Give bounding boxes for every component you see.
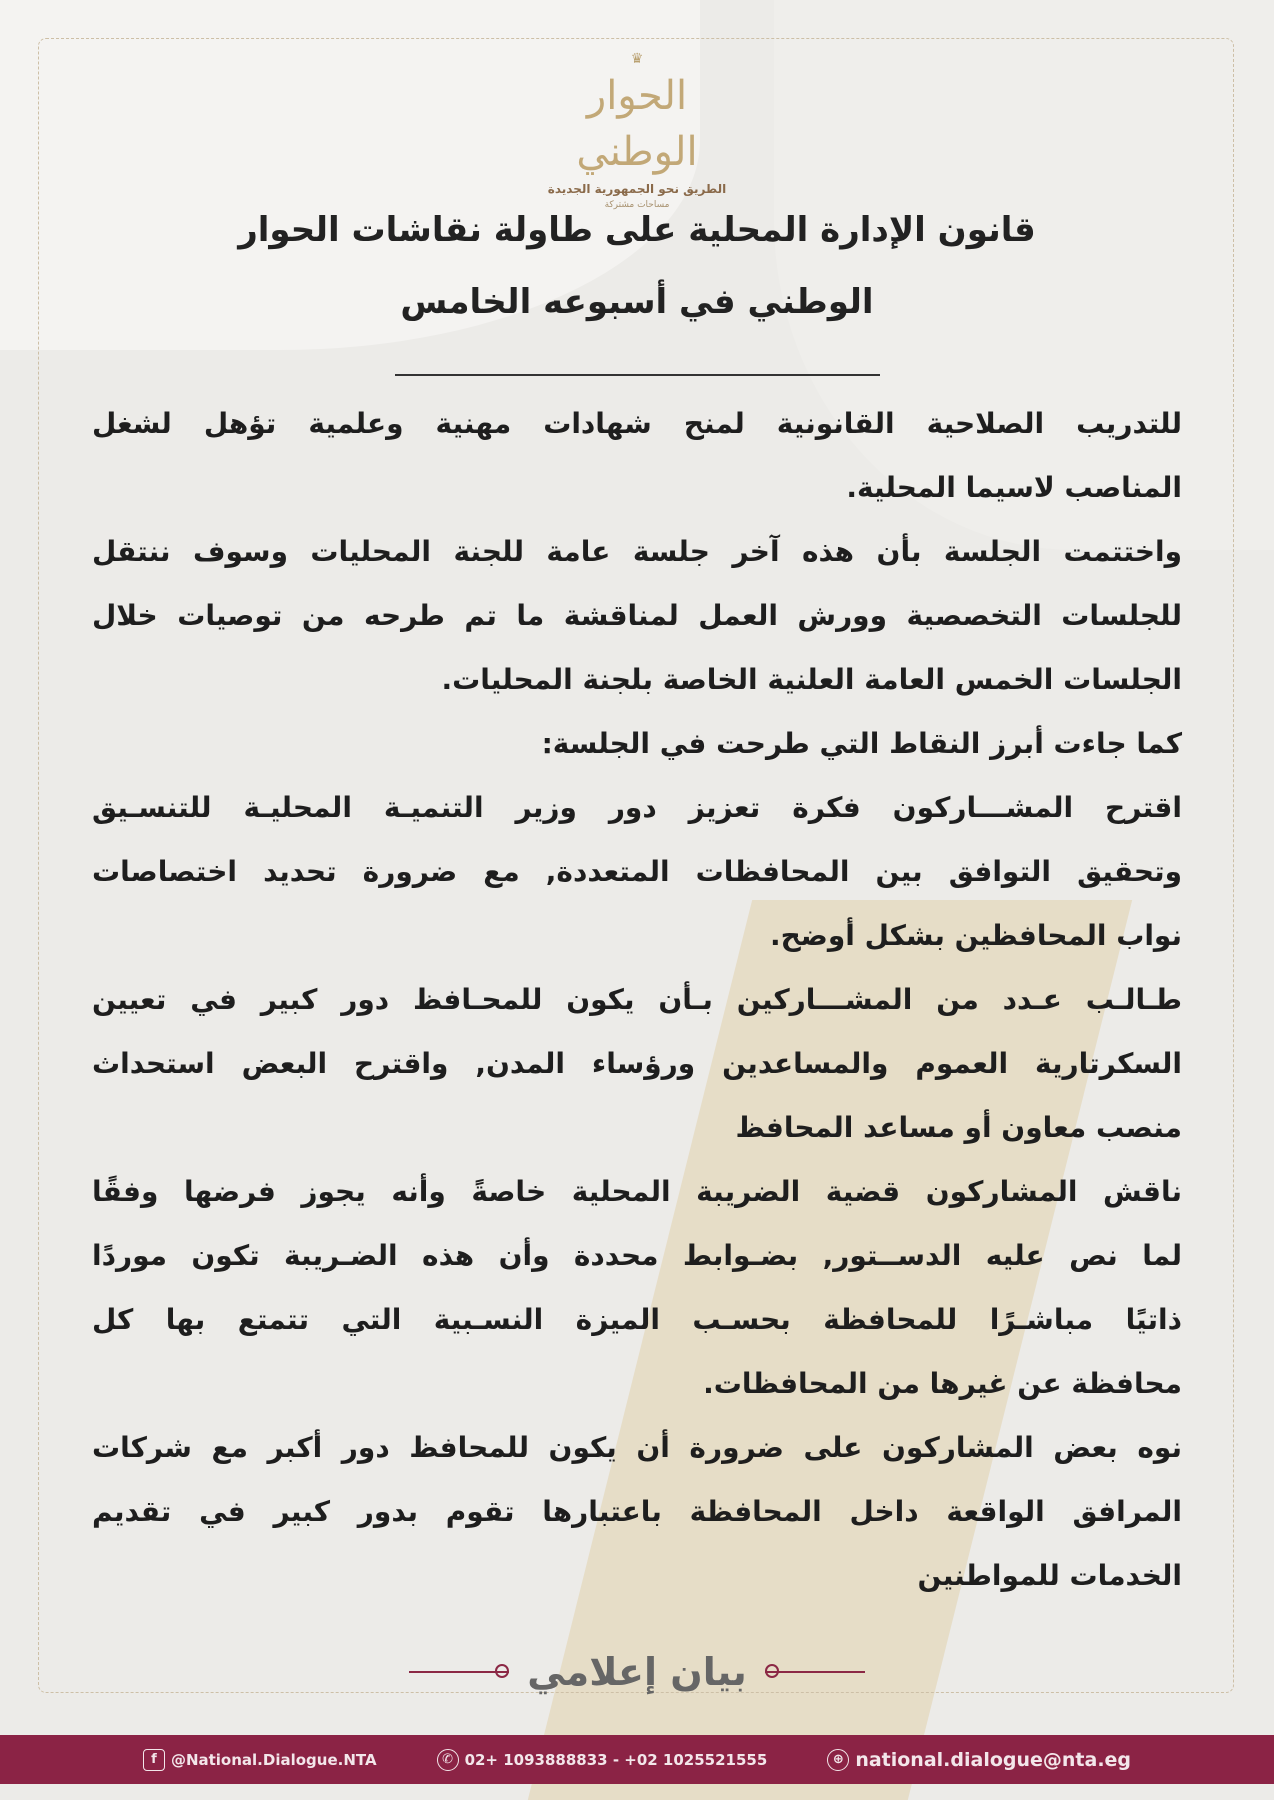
ornament-icon [765,1671,865,1673]
page-title-line-1: قانون الإدارة المحلية على طاولة نقاشات الحوار [238,210,1036,250]
body-line: منصب معاون أو مساعد المحافظ [735,1111,1182,1144]
logo-subline: مساحات مشتركة [604,200,670,210]
body-line: وتحقيق التوافق بين المحافظات المتعددة, مع ضرورة تحديد اختصاصات [92,855,1182,888]
logo-tagline: الطريق نحو الجمهورية الجديدة [547,182,727,196]
body-line: الجلسات الخمس العامة العلنية الخاصة بلجنة المحليات. [441,663,1182,696]
whatsapp-icon: ✆ [437,1749,459,1771]
body-line: للجلسات التخصصية وورش العمل لمناقشة ما تم طرحه من توصيات خلال [92,599,1182,632]
body-line: للتدريب الصلاحية القانونية لمنح شهادات مهنية وعلمية تؤهل لشغل [92,407,1182,440]
phone-contact[interactable] [437,1749,768,1771]
body-line: ناقش المشاركون قضية الضريبة المحلية خاصةً وأنه يجوز فرضها وفقًا [92,1175,1182,1208]
body-line: اقترح المشـــاركون فكرة تعزيز دور وزير التنميـة المحليـة للتنسـيق [92,791,1182,824]
facebook-contact[interactable] [143,1749,377,1771]
emblem-icon: ♛ [630,51,644,67]
body-line: الخدمات للمواطنين [917,1559,1182,1592]
phone-numbers: 02+ 1093888833 - +02 1025521555 [464,1750,768,1769]
facebook-handle: @National.Dialogue.NTA [170,1750,377,1769]
press-release-text: بيان إعلامي [527,1650,747,1694]
body-line: المرافق الواقعة داخل المحافظة باعتبارها تقوم بدور كبير في تقديم [92,1495,1182,1528]
body-line: محافظة عن غيرها من المحافظات. [703,1367,1182,1400]
logo-wordmark: الحوار الوطني [576,73,698,175]
statement-body [92,392,1182,1608]
email-contact[interactable] [827,1749,1131,1771]
body-line: نوه بعض المشاركون على ضرورة أن يكون للمحافظ دور أكبر مع شركات [92,1431,1182,1464]
press-release-label [357,1644,917,1700]
body-line: كما جاءت أبرز النقاط التي طرحت في الجلسة: [541,727,1182,760]
facebook-icon: f [143,1749,165,1771]
globe-icon: ⊕ [827,1749,849,1771]
body-line: السكرتارية العموم والمساعدين ورؤساء المدن, واقترح البعض استحداث [92,1047,1182,1080]
email-address: national.dialogue@nta.eg [855,1748,1132,1771]
page-title-line-2: الوطني في أسبوعه الخامس [400,282,874,322]
body-line: لما نص عليه الدســتور, بضـوابط محددة وأن هذه الضـريبة تكون موردًا [92,1239,1182,1272]
body-line: واختتمت الجلسة بأن هذه آخر جلسة عامة للجنة المحليات وسوف ننتقل [92,535,1182,568]
body-line: ذاتيًا مباشـرًا للمحافظة بحسـب الميزة النسـبية التي تتمتع بها كل [92,1303,1182,1336]
contact-footer [0,1735,1274,1784]
body-line: المناصب لاسيما المحلية. [846,471,1182,504]
body-line: طـالـب عـدد من المشـــاركين بـأن يكون للمحـافظ دور كبير في تعيين [92,983,1182,1016]
ornament-icon [409,1671,509,1673]
body-line: نواب المحافظين بشكل أوضح. [769,919,1182,952]
